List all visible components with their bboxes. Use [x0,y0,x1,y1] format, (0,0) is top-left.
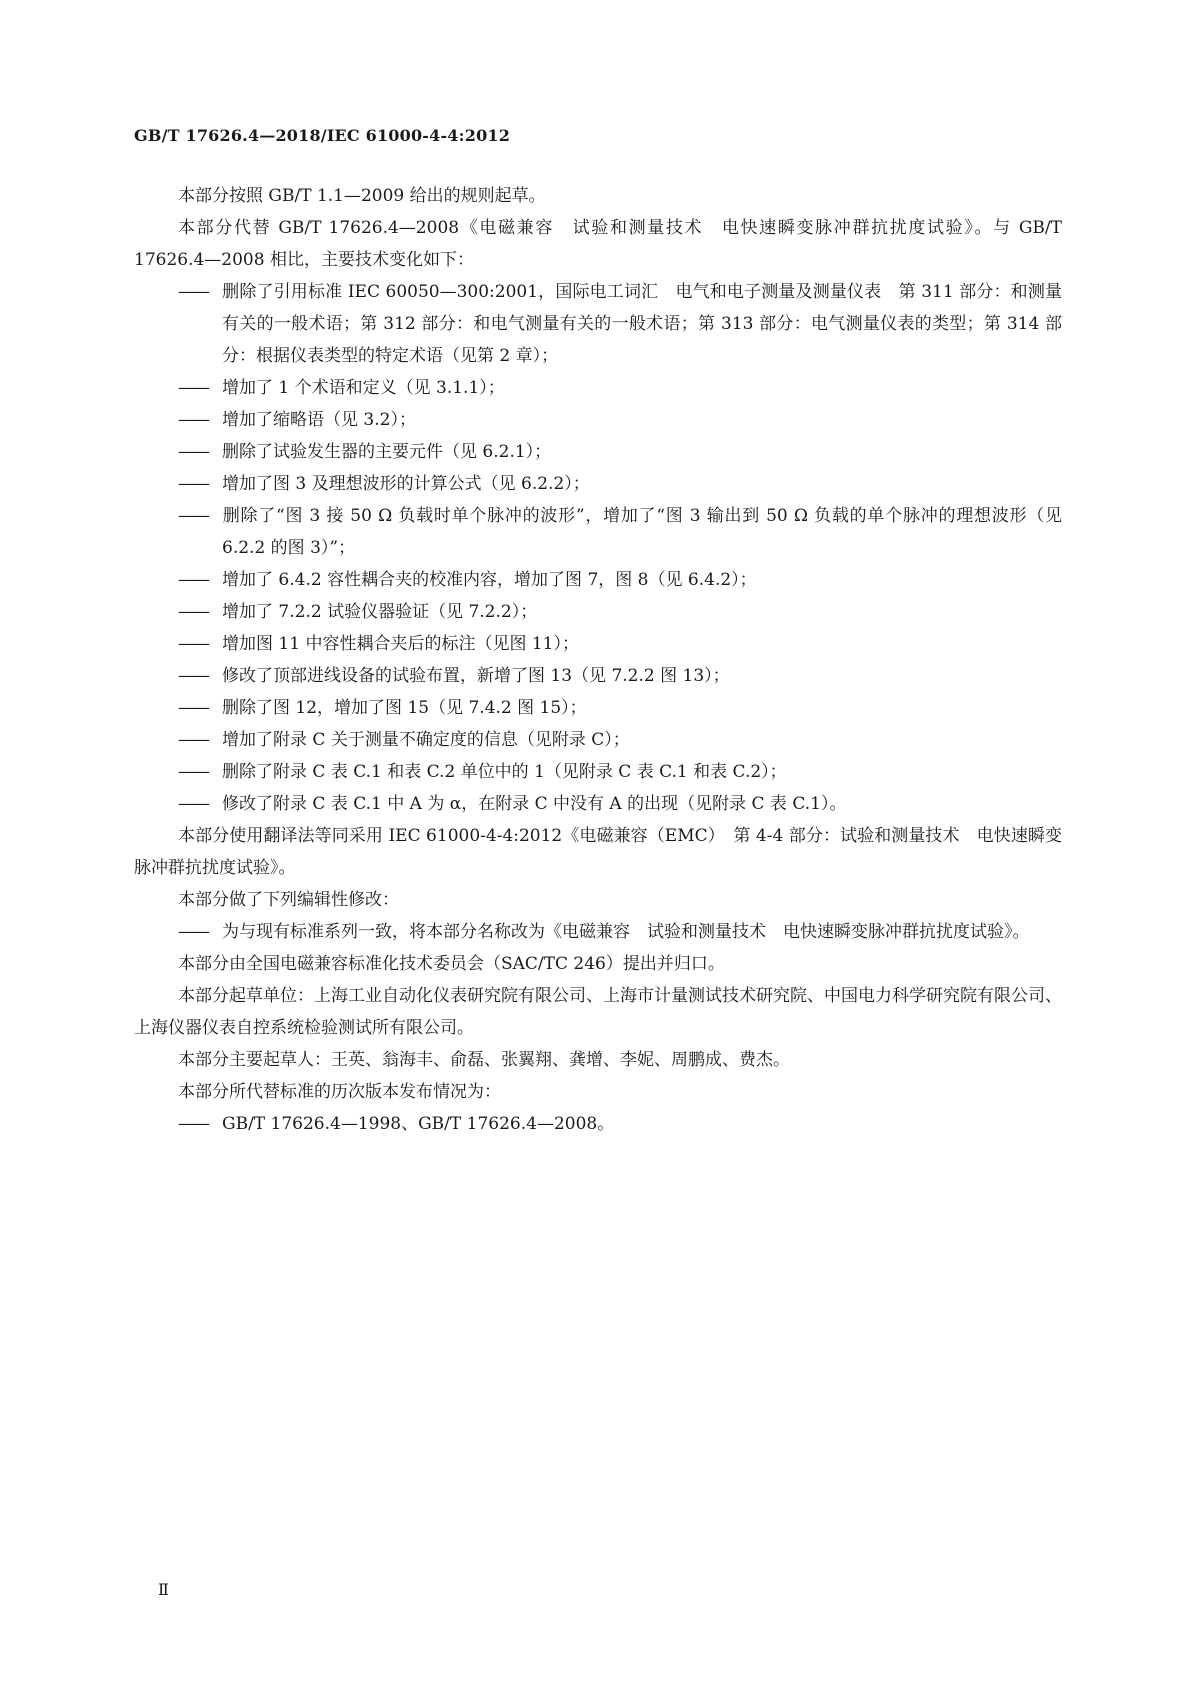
paragraph-history-intro: 本部分所代替标准的历次版本发布情况为： [178,1082,501,1102]
change-item [134,788,1062,820]
change-item [134,468,1062,500]
change-item [134,276,1062,372]
change-item [134,372,1062,404]
change-item [134,500,1062,564]
change-item [134,436,1062,468]
change-item [134,724,1062,756]
dash-mark: —— [178,570,208,590]
dash-mark: —— [178,794,208,814]
page-number: Ⅱ [158,1580,169,1599]
dash-mark: —— [178,634,208,654]
change-item-text: 修改了顶部进线设备的试验布置，新增了图 13（见 7.2.2 图 13）； [222,666,730,686]
dash-mark: —— [178,282,208,302]
change-item [134,628,1062,660]
change-item-text: 增加了图 3 及理想波形的计算公式（见 6.2.2）； [222,474,590,494]
change-item [134,756,1062,788]
foreword-body [134,180,1062,1140]
paragraph-drafters: 本部分主要起草人：王英、翁海丰、俞磊、张翼翔、龚增、李妮、周鹏成、费杰。 [178,1050,790,1070]
change-item-text: 增加了 1 个术语和定义（见 3.1.1）； [222,378,505,398]
paragraph-drafting-units: 本部分起草单位：上海工业自动化仪表研究院有限公司、上海市计量测试技术研究院、中国电力科学研究院有限公司、上海仪器仪表自控系统检验测试所有限公司。 [134,986,1062,1038]
change-item-text: 增加了 6.4.2 容性耦合夹的校准内容，增加了图 7，图 8（见 6.4.2）； [222,570,757,590]
change-item-text: 删除了试验发生器的主要元件（见 6.2.1）； [222,442,552,462]
change-item-text: 增加了附录 C 关于测量不确定度的信息（见附录 C）； [222,730,630,750]
paragraph-adoption: 本部分使用翻译法等同采用 IEC 61000-4-4:2012《电磁兼容（EMC） 第 4-4 部分：试验和测量技术 电快速瞬变脉冲群抗扰度试验》。 [134,826,1062,878]
history-item-text: GB/T 17626.4—1998、GB/T 17626.4—2008。 [222,1114,615,1134]
dash-mark: —— [178,666,208,686]
dash-mark: —— [178,442,208,462]
dash-mark: —— [178,922,208,942]
change-item [134,660,1062,692]
change-item [134,596,1062,628]
dash-mark: —— [178,410,208,430]
change-item [134,692,1062,724]
edit-item-text: 为与现有标准系列一致，将本部分名称改为《电磁兼容 试验和测量技术 电快速瞬变脉冲群抗扰度试验》。 [222,922,1030,942]
history-item [134,1108,1062,1140]
dash-mark: —— [178,378,208,398]
change-item-text: 删除了图 12，增加了图 15（见 7.4.2 图 15）； [222,698,587,718]
paragraph-editorial-intro: 本部分做了下列编辑性修改： [178,890,399,910]
change-item-text: 修改了附录 C 表 C.1 中 A 为 α，在附录 C 中没有 A 的出现（见附录 C 表 C.1）。 [222,794,847,814]
change-item-text: 增加图 11 中容性耦合夹后的标注（见图 11）； [222,634,579,654]
change-item-text: 增加了 7.2.2 试验仪器验证（见 7.2.2）； [222,602,538,622]
change-item [134,564,1062,596]
change-item-text: 删除了引用标准 IEC 60050—300:2001，国际电工词汇 电气和电子测量及测量仪表 第 311 部分：和测量有关的一般术语；第 312 部分：和电气测量有关的一般术语；第 313 部分：电气测量仪表的类型；第 314 部分：根据仪表类型的特定术语（见第 2 章）； [222,282,1062,366]
running-header: GB/T 17626.4—2018/IEC 61000-4-4:2012 [134,126,511,145]
dash-mark: —— [178,602,208,622]
change-item [134,404,1062,436]
paragraph-replaces: 本部分代替 GB/T 17626.4—2008《电磁兼容 试验和测量技术 电快速瞬变脉冲群抗扰度试验》。与 GB/T 17626.4—2008 相比，主要技术变化如下： [134,218,1062,270]
dash-mark: —— [178,762,208,782]
paragraph-proposer: 本部分由全国电磁兼容标准化技术委员会（SAC/TC 246）提出并归口。 [178,954,725,974]
dash-mark: —— [178,474,208,494]
edit-item [134,916,1062,948]
change-item-text: 删除了“图 3 接 50 Ω 负载时单个脉冲的波形”，增加了“图 3 输出到 50 Ω 负载的单个脉冲的理想波形（见 6.2.2 的图 3）”； [222,506,1062,558]
dash-mark: —— [178,1114,208,1134]
dash-mark: —— [178,506,208,526]
dash-mark: —— [178,698,208,718]
dash-mark: —— [178,730,208,750]
paragraph-drafting-rules: 本部分按照 GB/T 1.1—2009 给出的规则起草。 [178,186,546,206]
change-item-text: 删除了附录 C 表 C.1 和表 C.2 单位中的 1（见附录 C 表 C.1 和表 C.2）； [222,762,787,782]
change-item-text: 增加了缩略语（见 3.2）； [222,410,416,430]
